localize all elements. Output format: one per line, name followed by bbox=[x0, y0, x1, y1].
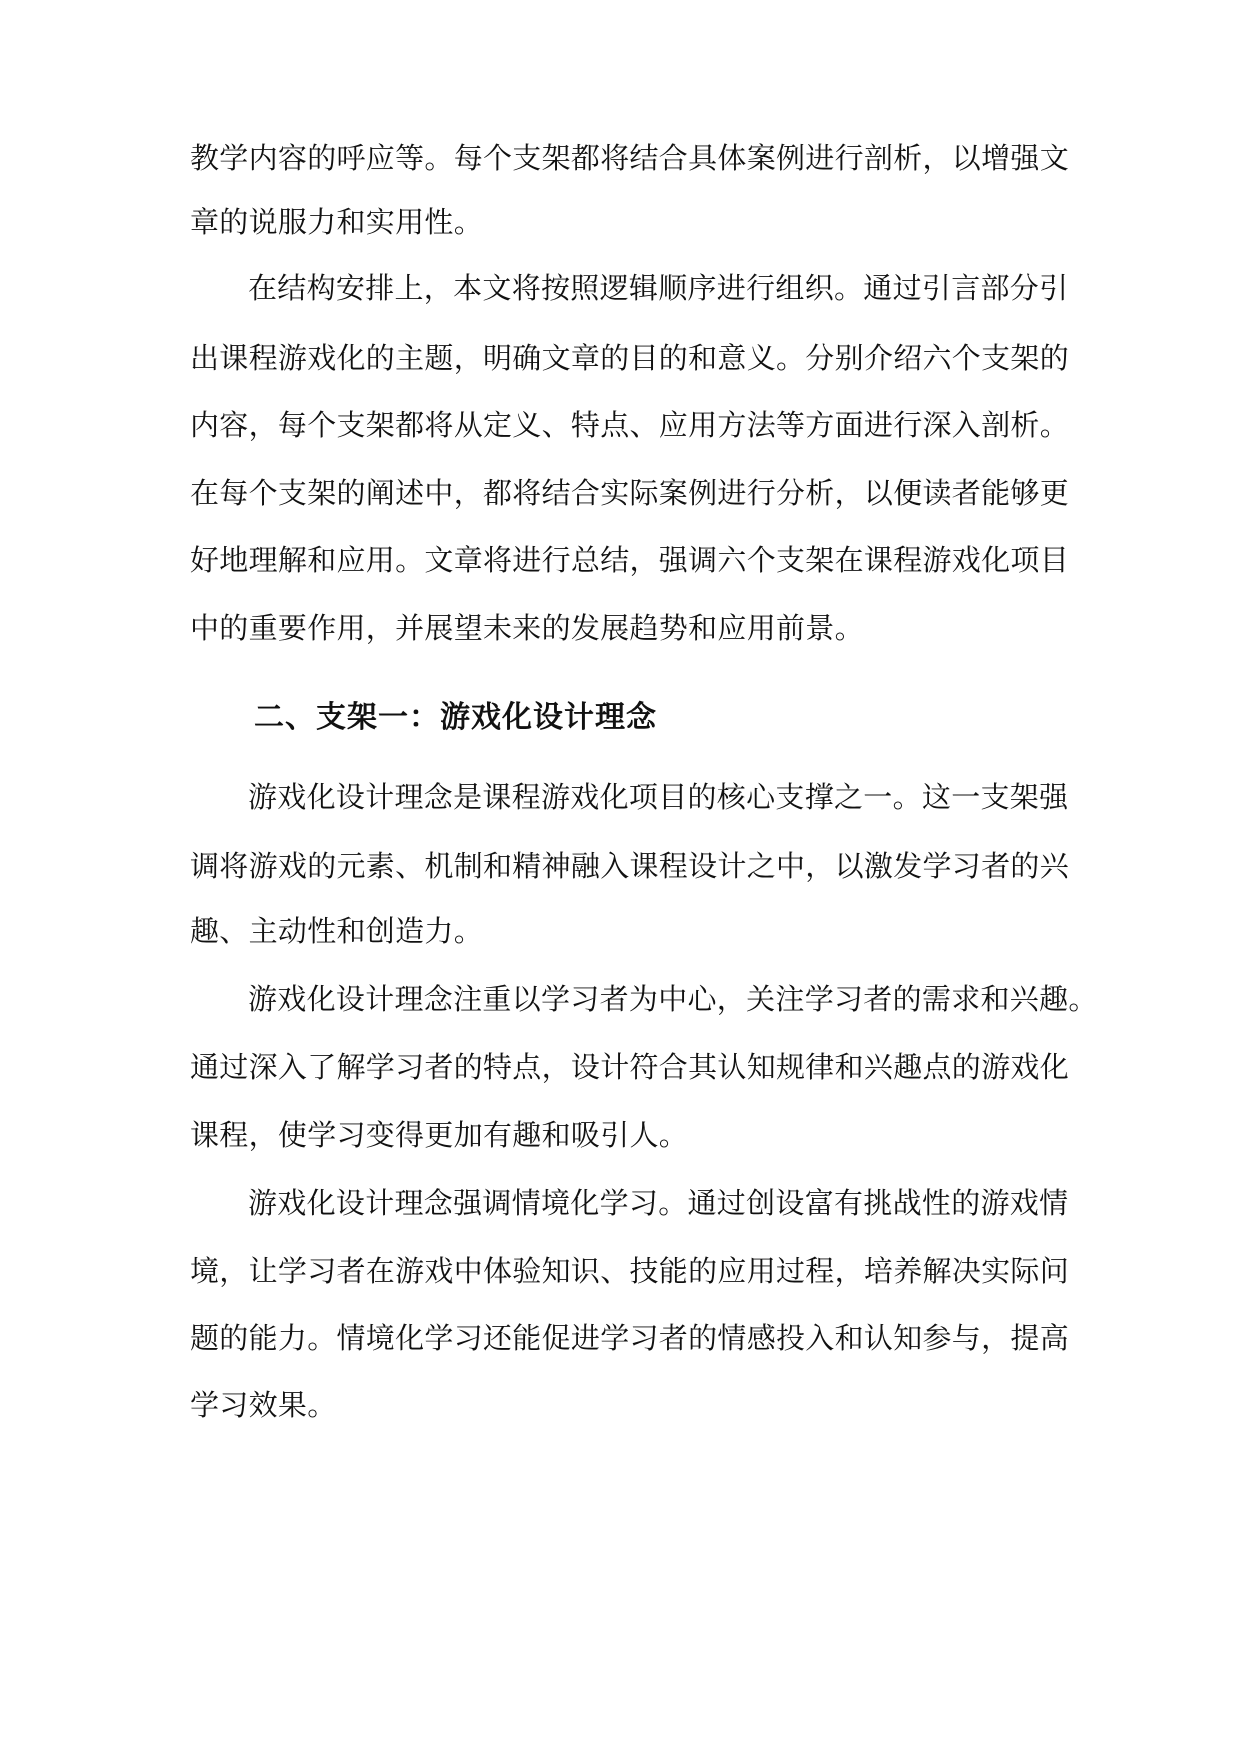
paragraph-line: 通过深入了解学习者的特点，设计符合其认知规律和兴趣点的游戏化 bbox=[190, 1050, 1070, 1084]
paragraph-line: 课程，使学习变得更加有趣和吸引人。 bbox=[190, 1118, 689, 1152]
paragraph-line: 在每个支架的阐述中，都将结合实际案例进行分析，以便读者能够更 bbox=[190, 476, 1070, 510]
paragraph-line: 游戏化设计理念注重以学习者为中心，关注学习者的需求和兴趣。 bbox=[248, 982, 1098, 1016]
paragraph-line: 内容，每个支架都将从定义、特点、应用方法等方面进行深入剖析。 bbox=[190, 408, 1070, 442]
paragraph-line: 在结构安排上，本文将按照逻辑顺序进行组织。通过引言部分引 bbox=[248, 271, 1069, 305]
paragraph-line: 好地理解和应用。文章将进行总结，强调六个支架在课程游戏化项目 bbox=[190, 543, 1070, 577]
paragraph-line: 游戏化设计理念强调情境化学习。通过创设富有挑战性的游戏情 bbox=[248, 1186, 1069, 1220]
paragraph-line: 境，让学习者在游戏中体验知识、技能的应用过程，培养解决实际问 bbox=[190, 1254, 1070, 1288]
paragraph-line: 中的重要作用，并展望未来的发展趋势和应用前景。 bbox=[190, 611, 864, 645]
paragraph-line: 教学内容的呼应等。每个支架都将结合具体案例进行剖析，以增强文 bbox=[190, 141, 1070, 175]
paragraph-line: 游戏化设计理念是课程游戏化项目的核心支撑之一。这一支架强 bbox=[248, 780, 1069, 814]
paragraph-line: 章的说服力和实用性。 bbox=[190, 205, 484, 239]
paragraph-line: 调将游戏的元素、机制和精神融入课程设计之中，以激发学习者的兴 bbox=[190, 849, 1070, 883]
paragraph-line: 趣、主动性和创造力。 bbox=[190, 914, 484, 948]
paragraph-line: 学习效果。 bbox=[190, 1388, 337, 1422]
paragraph-line: 题的能力。情境化学习还能促进学习者的情感投入和认知参与，提高 bbox=[190, 1321, 1070, 1355]
paragraph-line: 出课程游戏化的主题，明确文章的目的和意义。分别介绍六个支架的 bbox=[190, 341, 1070, 375]
section-heading: 二、支架一：游戏化设计理念 bbox=[254, 700, 657, 735]
